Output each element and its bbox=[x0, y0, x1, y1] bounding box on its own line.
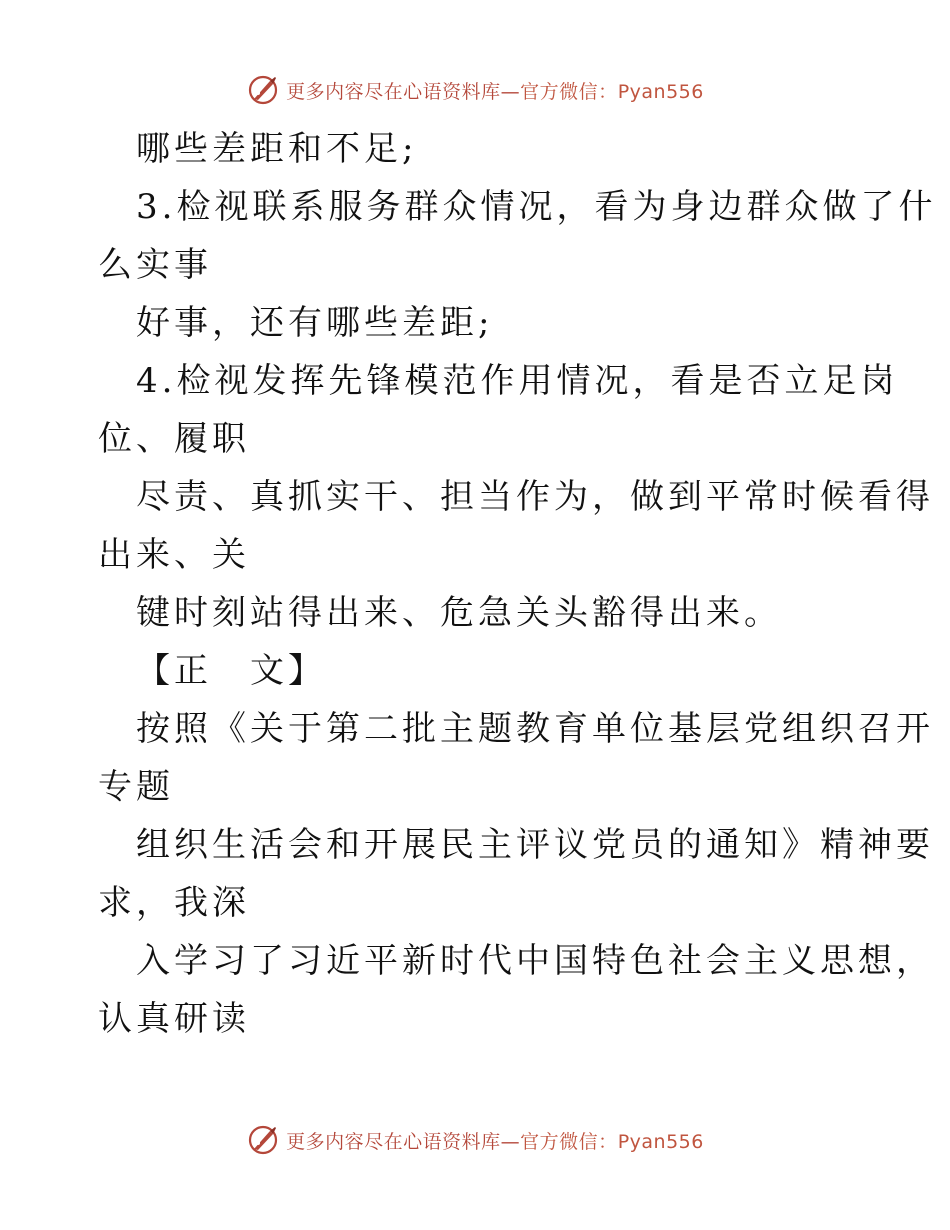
body-line: 认真研读 bbox=[98, 999, 250, 1039]
body-line: 专题 bbox=[98, 767, 174, 807]
body-line: 求，我深 bbox=[98, 883, 250, 923]
body-line: 入学习了习近平新时代中国特色社会主义思想， bbox=[136, 941, 934, 981]
body-line: 出来、关 bbox=[98, 535, 250, 575]
section-heading: 【正 文】 bbox=[136, 651, 326, 691]
body-line: 键时刻站得出来、危急关头豁得出来。 bbox=[136, 593, 782, 633]
body-line: 哪些差距和不足; bbox=[136, 129, 418, 169]
quill-logo-icon bbox=[246, 1123, 280, 1157]
body-line: 按照《关于第二批主题教育单位基层党组织召开 bbox=[136, 709, 934, 749]
footer-banner-text: 更多内容尽在心语资料库—官方微信：Pyan556 bbox=[286, 1130, 704, 1153]
header-banner-text: 更多内容尽在心语资料库—官方微信：Pyan556 bbox=[286, 80, 704, 103]
body-line: 4.检视发挥先锋模范作用情况，看是否立足岗 bbox=[136, 361, 899, 401]
body-line: 好事，还有哪些差距; bbox=[136, 303, 494, 343]
body-line: 3.检视联系服务群众情况，看为身边群众做了什 bbox=[136, 187, 937, 227]
body-line: 尽责、真抓实干、担当作为，做到平常时候看得 bbox=[136, 477, 934, 517]
quill-logo-icon bbox=[246, 73, 280, 107]
body-line: 组织生活会和开展民主评议党员的通知》精神要 bbox=[136, 825, 934, 865]
document-body bbox=[98, 120, 937, 1048]
body-line: 么实事 bbox=[98, 245, 212, 285]
footer-banner bbox=[0, 1120, 950, 1160]
header-banner bbox=[0, 70, 950, 110]
body-line: 位、履职 bbox=[98, 419, 250, 459]
